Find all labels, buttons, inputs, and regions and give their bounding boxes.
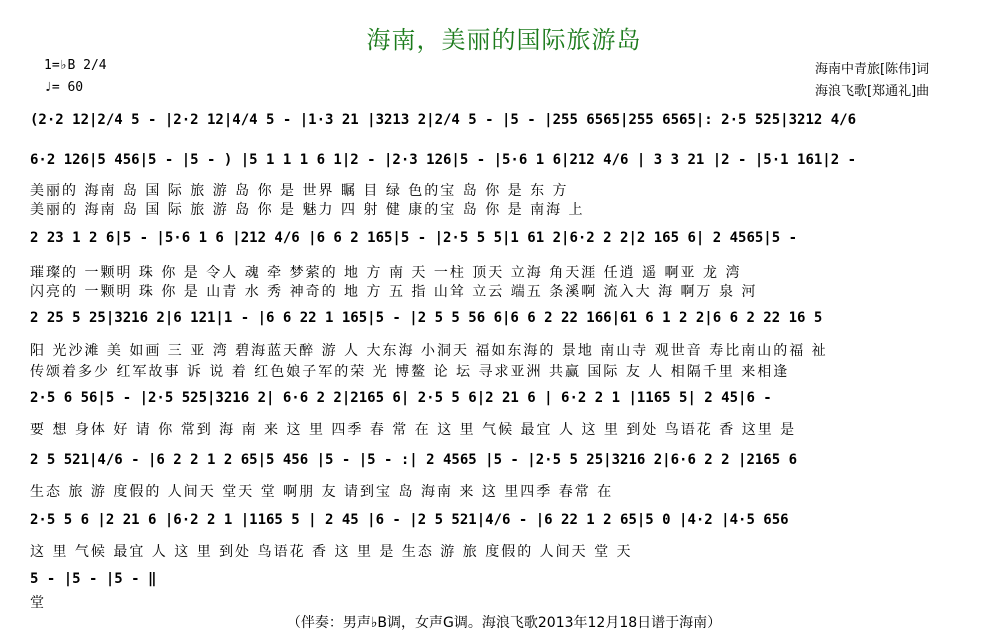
lyric-row-3-verse-2: 闪亮的 一颗明 珠 你 是 山青 水 秀 神奇的 地 方 五 指 山耸 立云 端五 条溪啊 流入大 海 啊万 泉 河	[30, 284, 758, 300]
lyric-row-7: 这 里 气候 最宜 人 这 里 到处 鸟语花 香 这 里 是 生态 游 旅 度假的 人间天 堂 天	[30, 544, 633, 560]
score-row-6: 2 5 521|4/6 - |6 2 2 1 2 65|5 456 |5 - |5 - :| 2 4565 |5 - |2·5 5 25|3216 2|6·6 2 2 |2165 6	[30, 452, 798, 468]
composer-credit: 海浪飞歌[郑通礼]曲	[815, 84, 930, 99]
lyric-row-4-verse-1: 阳 光沙滩 美 如画 三 亚 湾 碧海蓝天醉 游 人 大东海 小洞天 福如东海的 景地 南山寺 观世音 寿比南山的福 祉	[30, 343, 828, 359]
score-row-5: 2·5 6 56|5 - |2·5 525|3216 2| 6·6 2 2|2165 6| 2·5 5 6|2 21 6 | 6·2 2 1 |1165 5| 2 45|6 -	[30, 390, 772, 406]
lyric-row-2-verse-1: 美丽的 海南 岛 国 际 旅 游 岛 你 是 世界 瞩 目 绿 色的宝 岛 你 是 东 方	[30, 183, 569, 199]
lyric-row-4-verse-2: 传颂着多少 红军故事 诉 说 着 红色娘子军的荣 光 博鳌 论 坛 寻求亚洲 共赢 国际 友 人 相隔千里 来相逢	[30, 364, 790, 380]
footer-note: （伴奏：男声♭B调，女声G调。海浪飞歌2013年12月18日谱于海南）	[286, 615, 722, 631]
lyric-row-8: 堂	[30, 595, 44, 611]
score-row-2: 6·2 126|5 456|5 - |5 - ) |5 1 1 1 6 1|2 - |2·3 126|5 - |5·6 1 6|212 4/6 | 3 3 21 |2 - |5·1 161|2 -	[30, 152, 857, 168]
tempo-marking: ♩= 60	[44, 80, 84, 95]
score-row-8: 5 - |5 - |5 - ‖	[30, 571, 157, 587]
lyric-row-3-verse-1: 璀璨的 一颗明 珠 你 是 令人 魂 牵 梦萦的 地 方 南 天 一柱 顶天 立海 角天涯 任逍 遥 啊亚 龙 湾	[30, 265, 742, 281]
lyric-row-6: 生态 旅 游 度假的 人间天 堂天 堂 啊朋 友 请到宝 岛 海南 来 这 里四季 春常 在	[30, 484, 614, 500]
score-row-7: 2·5 5 6 |2 21 6 |6·2 2 1 |1165 5 | 2 45 |6 - |2 5 521|4/6 - |6 22 1 2 65|5 0 |4·2 |4·5 656	[30, 512, 789, 528]
score-row-4: 2 25 5 25|3216 2|6 121|1 - |6 6 22 1 165|5 - |2 5 5 56 6|6 6 2 22 166|61 6 1 2 2|6 6 2 22 16 5	[30, 310, 823, 326]
lyric-row-2-verse-2: 美丽的 海南 岛 国 际 旅 游 岛 你 是 魅力 四 射 健 康的宝 岛 你 是 南海 上	[30, 202, 585, 218]
key-signature: 1=♭B 2/4	[44, 58, 107, 73]
song-title: 海南，美丽的国际旅游岛	[366, 26, 642, 54]
score-row-1: (2·2 12|2/4 5 - |2·2 12|4/4 5 - |1·3 21 |3213 2|2/4 5 - |5 - |255 6565|255 6565|: 2·5 525|3212 4/6	[30, 112, 857, 128]
lyricist-credit: 海南中青旅[陈伟]词	[815, 62, 930, 77]
score-row-3: 2 23 1 2 6|5 - |5·6 1 6 |212 4/6 |6 6 2 165|5 - |2·5 5 5|1 61 2|6·2 2 2|2 165 6| 2 4565|5 -	[30, 230, 798, 246]
lyric-row-5: 要 想 身体 好 请 你 常到 海 南 来 这 里 四季 春 常 在 这 里 气候 最宜 人 这 里 到处 鸟语花 香 这里 是	[30, 422, 797, 438]
